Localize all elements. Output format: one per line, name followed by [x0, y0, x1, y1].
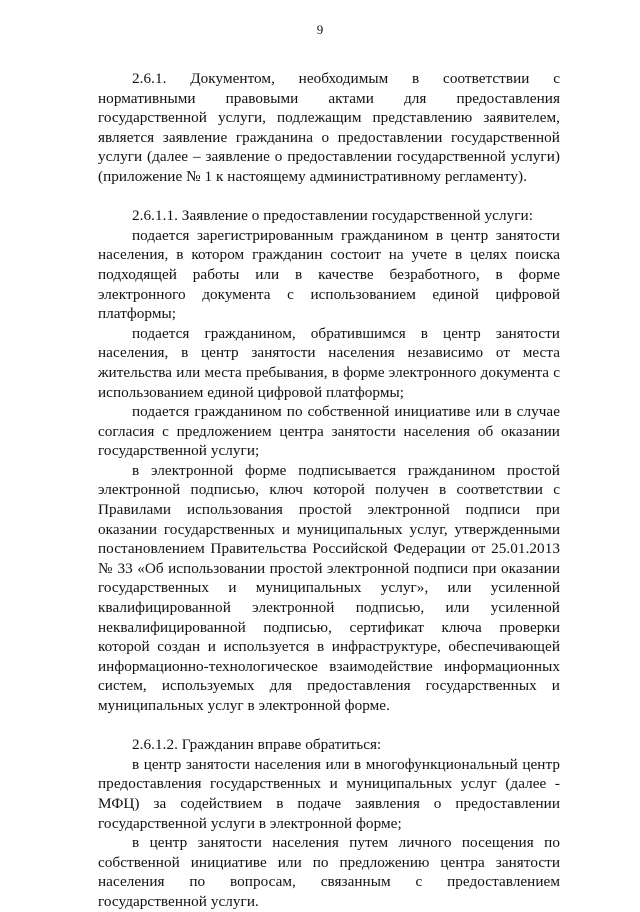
document-body — [98, 69, 560, 912]
list-item-2-6-1-2-a: в центр занятости населения или в многофункциональный центр предоставления государственных и муниципальных услуг (далее - МФЦ) за содействием в подаче заявления о предоставлении государственной услуги в электронной форме; — [98, 755, 560, 832]
paragraph-2-6-1: 2.6.1. Документом, необходимым в соответствии с нормативными правовыми актами для предоставления государственной услуги, подлежащим представлению заявителем, является заявление гражданина о предоставлении государственной услуги (далее – заявление о предоставлении государственной услуги) (приложение № 1 к настоящему административному регламенту). — [98, 70, 560, 185]
list-item-2-6-1-1-b: подается гражданином, обратившимся в центр занятости населения, в центр занятости населения независимо от места жительства или места пребывания, в форме электронного документа с использованием единой цифровой платформы; — [98, 324, 560, 401]
list-item-2-6-1-1-d: в электронной форме подписывается гражданином простой электронной подписью, ключ которой получен в соответствии с Правилами использования простой электронной подписи при оказании государственных и муниципальных услуг, утвержденными постановлением Правительства Российской Федерации от 25.01.2013 № 33 «Об использовании простой электронной подписи при оказании государственных и муниципальных услуг», или усиленной квалифицированной электронной подписью, или усиленной неквалифицированной подписью, сертификат ключа проверки которой создан и используется в инфраструктуре, обеспечивающей информационно-технологическое взаимодействие информационных систем, используемых для предоставления государственных и муниципальных услуг в электронной форме. — [98, 461, 560, 714]
page-number: 9 — [316, 22, 324, 37]
paragraph-gap — [98, 716, 560, 736]
heading-2-6-1-1: 2.6.1.1. Заявление о предоставлении государственной услуги: — [132, 207, 533, 225]
list-item-2-6-1-2-b: в центр занятости населения путем личного посещения по собственной инициативе или по предложению центра занятости населения по вопросам, связанным с предоставлением государственной услуги. — [98, 834, 560, 910]
list-item-2-6-1-1-a: подается зарегистрированным гражданином в центр занятости населения, в котором гражданин состоит на учете в целях поиска подходящей работы или в качестве безработного, в форме электронного документа с использованием единой цифровой платформы; — [98, 226, 560, 323]
paragraph-gap — [98, 187, 560, 207]
heading-2-6-1-2: 2.6.1.2. Гражданин вправе обратиться: — [132, 736, 382, 754]
list-item-2-6-1-1-c: подается гражданином по собственной инициативе или в случае согласия с предложением центра занятости населения об оказании государственной услуги; — [98, 403, 560, 460]
